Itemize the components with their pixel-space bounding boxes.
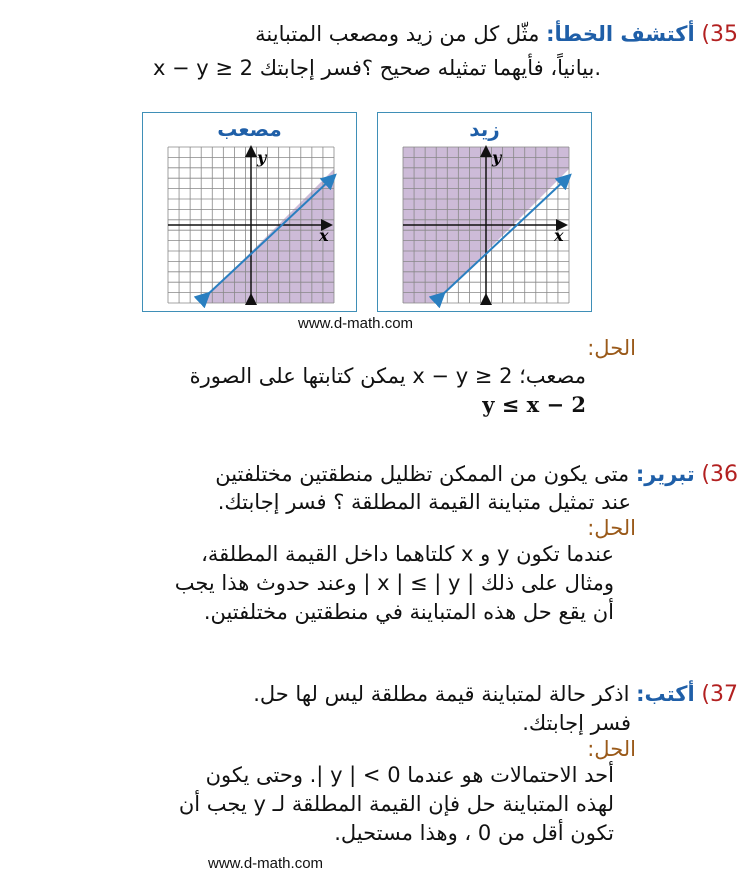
- q36-solution-line2: ومثال على ذلك | x | ≤ | y | وعند حدوث هذا يجب: [174, 571, 614, 595]
- graph-zaid-x-label: x: [554, 226, 564, 245]
- graph-musab-x-label: x: [319, 226, 329, 245]
- q37-title: أكتب:: [636, 682, 695, 706]
- q37-solution-label: الحل:: [587, 737, 636, 761]
- q36-solution-line3: أن يقع حل هذه المتباينة في منطقتين مختلفتين.: [203, 600, 614, 624]
- q36-solution-label: الحل:: [587, 516, 636, 540]
- q36-text1: متى يكون من الممكن تظليل منطقتين مختلفتين: [215, 462, 630, 486]
- q35-title: أكتشف الخطأ:: [546, 22, 695, 46]
- q37-solution-line1: أحد الاحتمالات هو عندما 0 > | y |. وحتى يكون: [205, 763, 614, 787]
- q37-number: 37): [701, 682, 738, 707]
- q36-solution-line1: عندما تكون y و x كلتاهما داخل القيمة المطلقة،: [201, 542, 614, 566]
- q37-line2: فسر إجابتك.: [522, 711, 631, 735]
- q37-line1: [18, 682, 738, 707]
- graph-zaid: [377, 112, 592, 312]
- q36-title: تبرير:: [635, 462, 695, 486]
- q35-solution-line1: مصعب؛ x − y ≥ 2 يمكن كتابتها على الصورة: [189, 364, 586, 388]
- graph-musab-plot: [143, 139, 356, 309]
- q36-number: 36): [701, 462, 738, 487]
- graph-zaid-y-label: y: [492, 148, 502, 167]
- graph-musab-y-label: y: [257, 148, 267, 167]
- graph-musab: [142, 112, 357, 312]
- q35-line2: x − y ≥ 2 بيانياً، فأيهما تمثيله صحيح ؟فسر إجابتك.: [152, 56, 601, 80]
- graph-zaid-title: زيد: [469, 117, 500, 141]
- q35-number: 35): [701, 22, 738, 47]
- q35-line1: [18, 22, 738, 47]
- q35-watermark: www.d-math.com: [298, 315, 414, 332]
- graph-musab-title: مصعب: [217, 117, 282, 141]
- q35-solution-line2: y ≤ x − 2: [482, 392, 586, 417]
- q36-line1: [18, 462, 738, 487]
- graph-zaid-plot: [378, 139, 591, 309]
- q35-text1: مثّل كل من زيد ومصعب المتباينة: [255, 22, 540, 46]
- q37-solution-line3: تكون أقل من 0 ، وهذا مستحيل.: [334, 821, 614, 845]
- q37-solution-line2: لهذه المتباينة حل فإن القيمة المطلقة لـ y يجب أن: [178, 792, 614, 816]
- footer-watermark: www.d-math.com: [208, 855, 324, 872]
- q36-line2: عند تمثيل متباينة القيمة المطلقة ؟ فسر إجابتك.: [217, 490, 631, 514]
- q37-text1: اذكر حالة لمتباينة قيمة مطلقة ليس لها حل.: [253, 682, 630, 706]
- q35-solution-label: الحل:: [587, 336, 636, 360]
